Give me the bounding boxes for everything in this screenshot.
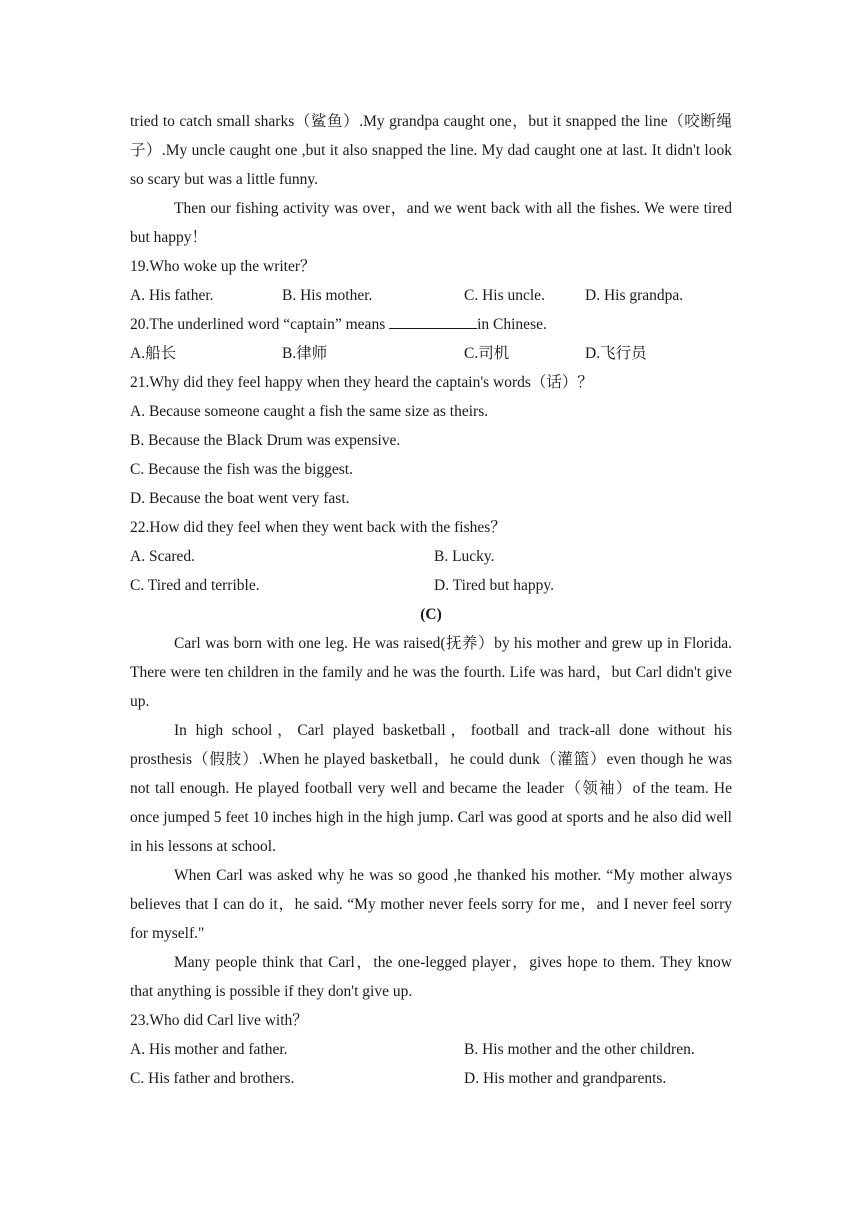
option-c: C.司机	[464, 345, 510, 362]
option-a: A. Because someone caught a fish the same size as theirs.	[130, 403, 489, 420]
question-20-options	[130, 339, 732, 368]
passage-paragraph: In high school，Carl played basketball，football and track-all done without his prosthesis（假肢）.When he played basketball，he could dunk（灌篮）even though he was not tall enough. He played football very well and became the leader（领袖）of the team. He once jumped 5 feet 10 inches high in the high jump. Carl was good at sports and he also did well in his lessons at school.	[130, 722, 732, 855]
option-c: C. Because the fish was the biggest.	[130, 461, 353, 478]
option-b: B. His mother and the other children.	[464, 1041, 695, 1058]
question-20-stem-after: in Chinese.	[477, 316, 547, 333]
option-a: A. His mother and father.	[130, 1041, 288, 1058]
question-21-stem: 21.Why did they feel happy when they heard the captain's words（话）？	[130, 374, 593, 391]
option-b: B. Because the Black Drum was expensive.	[130, 432, 401, 449]
option-a: A.船长	[130, 345, 177, 362]
question-23-options-row-1	[130, 1035, 732, 1064]
passage-paragraph: Carl was born with one leg. He was raised(抚养）by his mother and grew up in Florida. There were ten children in the family and he was the fourth. Life was hard，but Carl didn't give up.	[130, 635, 732, 710]
option-d: D. Because the boat went very fast.	[130, 490, 350, 507]
answer-blank	[389, 311, 477, 329]
passage-paragraph: Then our fishing activity was over，and we went back with all the fishes. We were tired but happy！	[130, 200, 732, 246]
question-22-stem: 22.How did they feel when they went back with the fishes？	[130, 519, 506, 536]
question-19-options	[130, 281, 732, 310]
question-22-options-row-1	[130, 542, 732, 571]
option-b: B. Lucky.	[434, 548, 495, 565]
option-d: D. His mother and grandparents.	[464, 1070, 667, 1087]
question-23-options-row-2	[130, 1064, 732, 1093]
option-d: D.飞行员	[585, 345, 647, 362]
option-c: C. His father and brothers.	[130, 1070, 295, 1087]
section-heading: (C)	[420, 606, 442, 623]
question-23-stem: 23.Who did Carl live with？	[130, 1012, 308, 1029]
option-a: A. Scared.	[130, 548, 195, 565]
option-b: B.律师	[282, 345, 328, 362]
option-c: C. Tired and terrible.	[130, 577, 260, 594]
question-22-options-row-2	[130, 571, 732, 600]
document-page	[130, 107, 732, 1093]
option-b: B. His mother.	[282, 287, 373, 304]
option-d: D. Tired but happy.	[434, 577, 554, 594]
option-a: A. His father.	[130, 287, 214, 304]
question-19-stem: 19.Who woke up the writer？	[130, 258, 316, 275]
option-c: C. His uncle.	[464, 287, 545, 304]
passage-paragraph: tried to catch small sharks（鲨鱼）.My grandpa caught one，but it snapped the line（咬断绳子）.My uncle caught one ,but it also snapped the line. My dad caught one at last. It didn't look so scary but was a little funny.	[130, 113, 732, 188]
question-20-stem-before: 20.The underlined word “captain” means	[130, 316, 390, 333]
question-20-stem	[130, 310, 732, 339]
passage-paragraph: Many people think that Carl，the one-legged player，gives hope to them. They know that anything is possible if they don't give up.	[130, 954, 732, 1000]
option-d: D. His grandpa.	[585, 287, 684, 304]
passage-paragraph: When Carl was asked why he was so good ,he thanked his mother. “My mother always believes that I can do it，he said. “My mother never feels sorry for me，and I never feel sorry for myself."	[130, 867, 732, 942]
